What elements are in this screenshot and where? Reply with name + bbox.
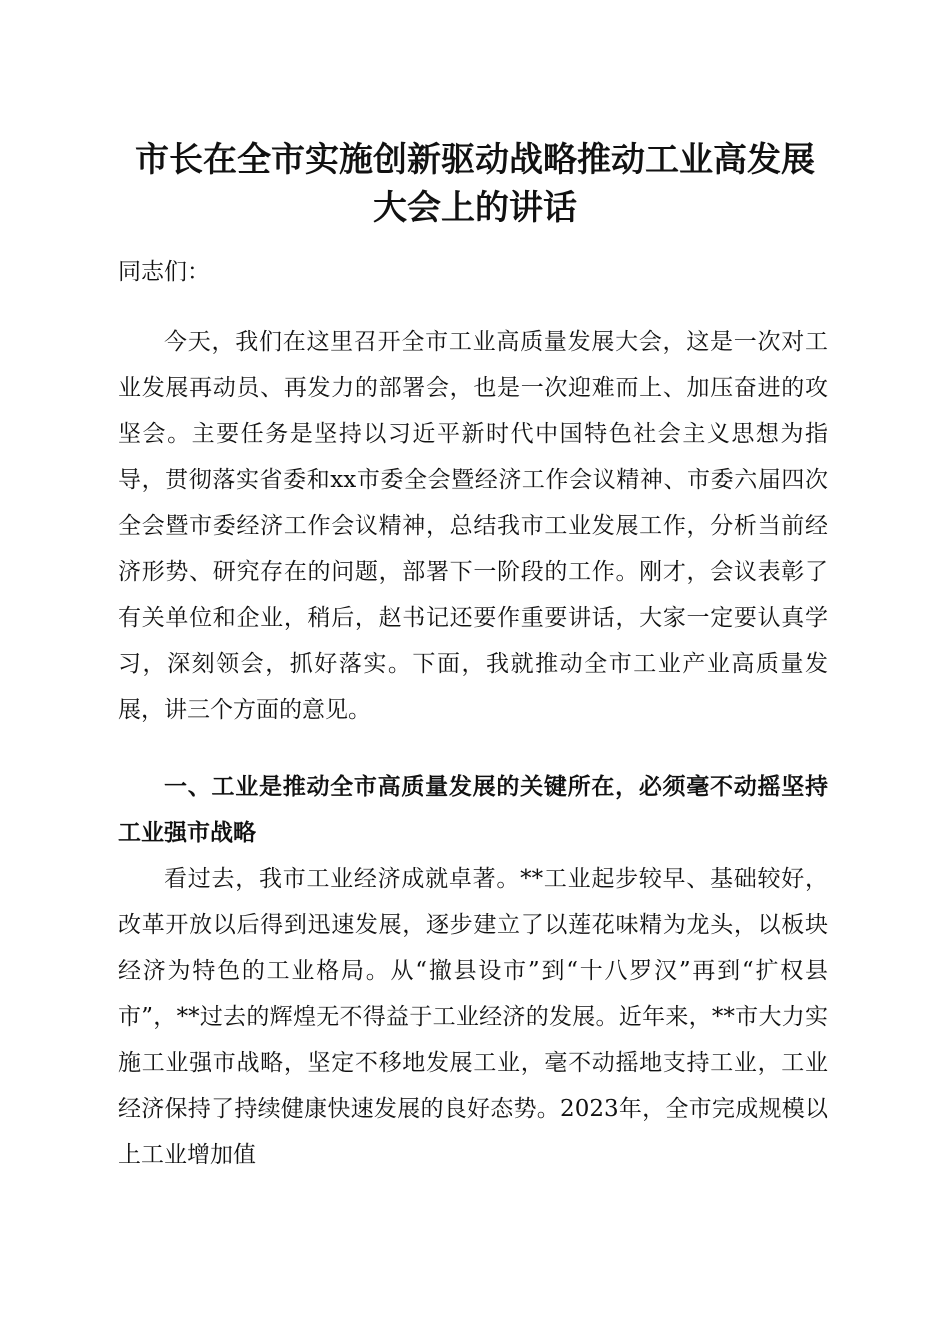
document-title-line-1: 市长在全市实施创新驱动战略推动工业高发展 xyxy=(135,140,815,180)
document-title-line-2: 大会上的讲话 xyxy=(373,188,577,228)
paragraph-opening: 今天，我们在这里召开全市工业高质量发展大会，这是一次对工业发展再动员、再发力的部署会，也是一次迎难而上、加压奋进的攻坚会。主要任务是坚持以习近平新时代中国特色社会主义思想为指导，贯彻落实省委和xx市委全会暨经济工作会议精神、市委六届四次全会暨市委经济工作会议精神，总结我市工业发展工作，分析当前经济形势、研究存在的问题，部署下一阶段的工作。刚才，会议表彰了有关单位和企业，稍后，赵书记还要作重要讲话，大家一定要认真学习，深刻领会，抓好落实。下面，我就推动全市工业产业高质量发展，讲三个方面的意见。 xyxy=(118,329,828,723)
section-heading-1: 一、工业是推动全市高质量发展的关键所在，必须毫不动摇坚持工业强市战略 xyxy=(118,774,828,846)
greeting: 同志们： xyxy=(118,259,210,285)
paragraph-section-1: 看过去，我市工业经济成就卓著。**工业起步较早、基础较好，改革开放以后得到迅速发展，逐步建立了以莲花味精为龙头，以板块经济为特色的工业格局。从“撤县设市”到“十八罗汉”再到“扩权县市”，**过去的辉煌无不得益于工业经济的发展。近年来，**市大力实施工业强市战略，坚定不移地发展工业，毫不动摇地支持工业，工业经济保持了持续健康快速发展的良好态势。2023年，全市完成规模以上工业增加值 xyxy=(118,866,828,1168)
